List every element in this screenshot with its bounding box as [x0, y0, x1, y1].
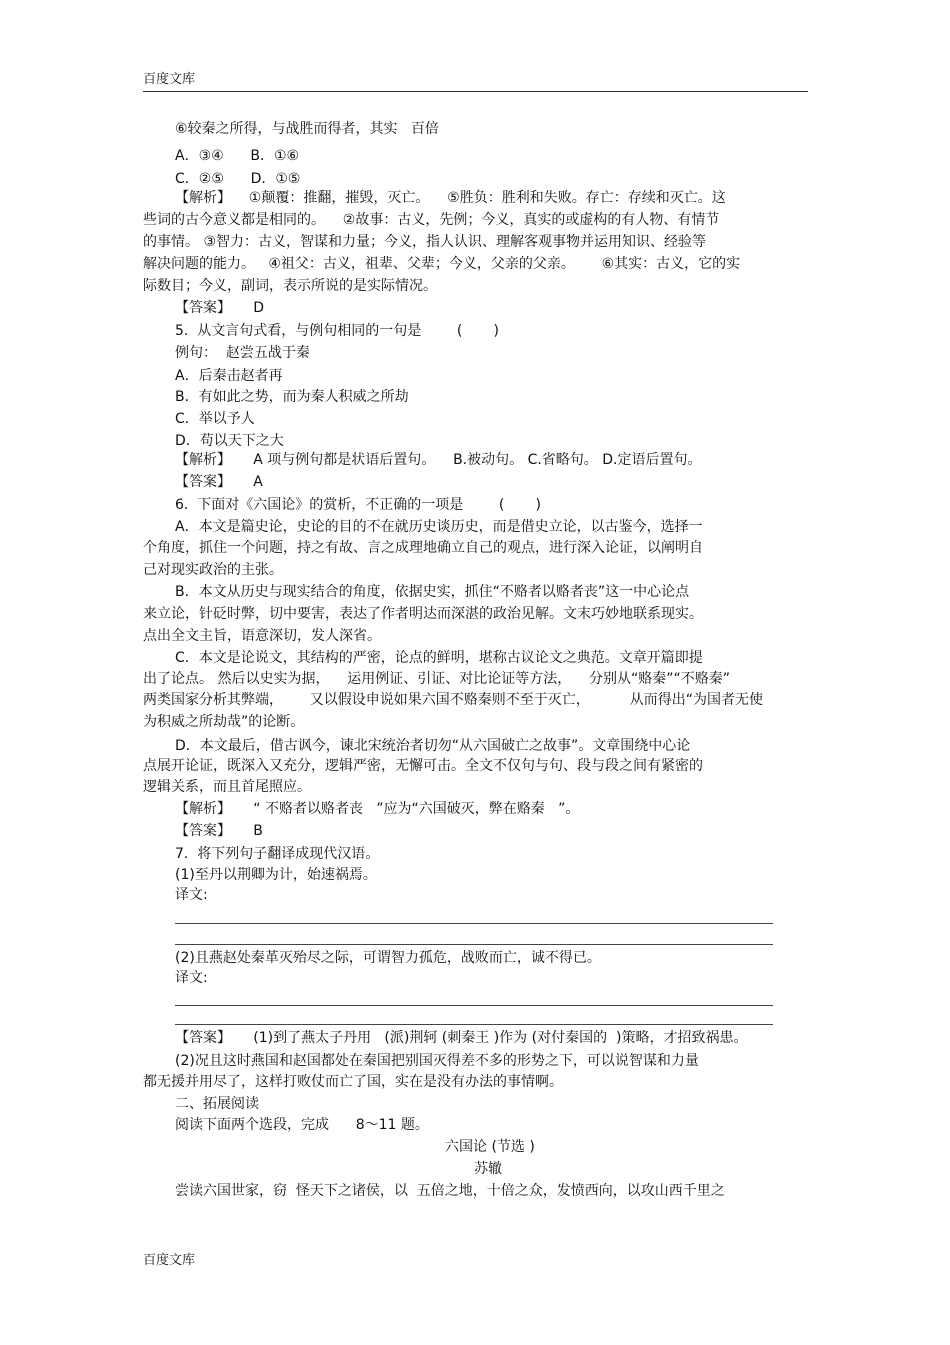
- text-line: 些词的古今意义都是相同的。 ②故事：古义，先例；今义，真实的或虚构的有人物、有情节: [143, 212, 720, 228]
- option-line: B．有如此之势，而为秦人积威之所劫: [175, 389, 409, 405]
- option-line: D．本文最后，借古讽今，谏北宋统治者切勿“从六国破亡之故事”。文章围绕中心论: [175, 738, 691, 754]
- text-line: 出了论点。 然后以史实为据， 运用例证、引证、对比论证等方法， 分别从“赂秦”“不赂秦”: [143, 671, 731, 687]
- passage-text-line: 尝读六国世家，窃 怪天下之诸侯，以 五倍之地，十倍之众，发愤西向，以攻山西千里之: [175, 1183, 725, 1199]
- answer-blank-line: [175, 923, 773, 924]
- text-line: 【解析】 A 项与例句都是状语后置句。 B.被动句。 C.省略句。 D.定语后置句。: [175, 452, 702, 468]
- text-line: 己对现实政治的主张。: [143, 562, 283, 578]
- section-heading: 二、拓展阅读: [175, 1096, 259, 1112]
- option-line: C．本文是论说文，其结构的严密，论点的鲜明，堪称古议论文之典范。文章开篇即提: [175, 650, 703, 666]
- text-line: 个角度，抓住一个问题，持之有故、言之成理地确立自己的观点，进行深入论证，以阐明自: [143, 540, 703, 556]
- text-line: 点展开论证，既深入又充分，逻辑严密，无懈可击。全文不仅句与句、段与段之间有紧密的: [143, 758, 703, 774]
- question-line: 7. 将下列句子翻译成现代汉语。: [175, 846, 380, 862]
- option-line: D．苟以天下之大: [175, 433, 284, 449]
- text-line: C．②⑤ D．①⑤: [175, 171, 301, 187]
- answer-line: 【答案】 D: [175, 300, 265, 316]
- text-line: 两类国家分析其弊端， 又以假设申说如果六国不赂秦则不至于灭亡， 从而得出“为国者无使: [143, 692, 764, 708]
- answer-line: 【答案】 A: [175, 474, 263, 490]
- answer-blank-line: [175, 944, 773, 945]
- text-line: 来立论，针砭时弊，切中要害，表达了作者明达而深湛的政治见解。文末巧妙地联系现实。: [143, 606, 703, 622]
- header-site-name: 百度文库: [143, 72, 196, 87]
- text-line: 例句： 赵尝五战于秦: [175, 345, 310, 361]
- text-line: 际数目；今义，副词，表示所说的是实际情况。: [143, 278, 437, 294]
- option-line: C．举以予人: [175, 411, 255, 427]
- text-line: 点出全文主旨，语意深切，发人深省。: [143, 628, 381, 644]
- footer-site-name: 百度文库: [143, 1253, 196, 1268]
- answer-blank-line: [175, 1024, 773, 1025]
- question-line: 6. 下面对《六国论》的赏析，不正确的一项是 ( ): [175, 497, 541, 513]
- text-line: (2)且燕赵处秦革灭殆尽之际，可谓智力孤危，战败而亡，诚不得已。: [175, 950, 601, 966]
- text-line: (1)至丹以荆卿为计，始速祸焉。: [175, 867, 377, 883]
- text-line: 阅读下面两个选段，完成 8～11 题。: [175, 1117, 429, 1133]
- answer-line: 【答案】 B: [175, 823, 263, 839]
- header-divider: [143, 91, 808, 92]
- text-line: 【解析】 ①颠覆：推翻，摧毁，灭亡。 ⑤胜负：胜利和失败。存亡：存续和灭亡。这: [175, 190, 726, 206]
- text-line: (2)况且这时燕国和赵国都处在秦国把别国灭得差不多的形势之下，可以说智谋和力量: [175, 1053, 699, 1069]
- text-line: 逻辑关系，而且首尾照应。: [143, 779, 311, 795]
- option-line: A．后秦击赵者再: [175, 368, 283, 384]
- text-line: ⑥较秦之所得，与战胜而得者，其实 百倍: [175, 121, 439, 137]
- text-line: 的事情。 ③智力：古义，智谋和力量；今义，指人认识、理解客观事物并运用知识、经验等: [143, 234, 706, 250]
- text-line: 译文:: [175, 887, 208, 903]
- answer-blank-line: [175, 1005, 773, 1006]
- question-line: 5. 从文言句式看，与例句相同的一句是 ( ): [175, 323, 499, 339]
- text-line: A．③④ B．①⑥: [175, 148, 300, 164]
- text-line: 为积威之所劫哉”的论断。: [143, 714, 305, 730]
- passage-title: 六国论 (节选 ): [445, 1139, 535, 1155]
- text-line: 【解析】 “ 不赂者以赂者丧 ”应为“六国破灭，弊在赂秦 ”。: [175, 801, 580, 817]
- text-line: 解决问题的能力。 ④祖父：古义，祖辈、父辈；今义，父亲的父亲。 ⑥其实：古义，它的实: [143, 256, 741, 272]
- text-line: 都无援并用尽了，这样打败仗而亡了国，实在是没有办法的事情啊。: [143, 1074, 563, 1090]
- passage-author: 苏辙: [474, 1161, 502, 1177]
- option-line: A．本文是篇史论，史论的目的不在就历史谈历史，而是借史立论，以古鉴今，选择一: [175, 519, 703, 535]
- text-line: 译文:: [175, 970, 208, 986]
- option-line: B．本文从历史与现实结合的角度，依据史实，抓住“不赂者以赂者丧”这一中心论点: [175, 584, 690, 600]
- answer-line: 【答案】 (1)到了燕太子丹用 (派)荆轲 (刺秦王 )作为 (对付秦国的 )策略，才招致祸患。: [175, 1030, 748, 1046]
